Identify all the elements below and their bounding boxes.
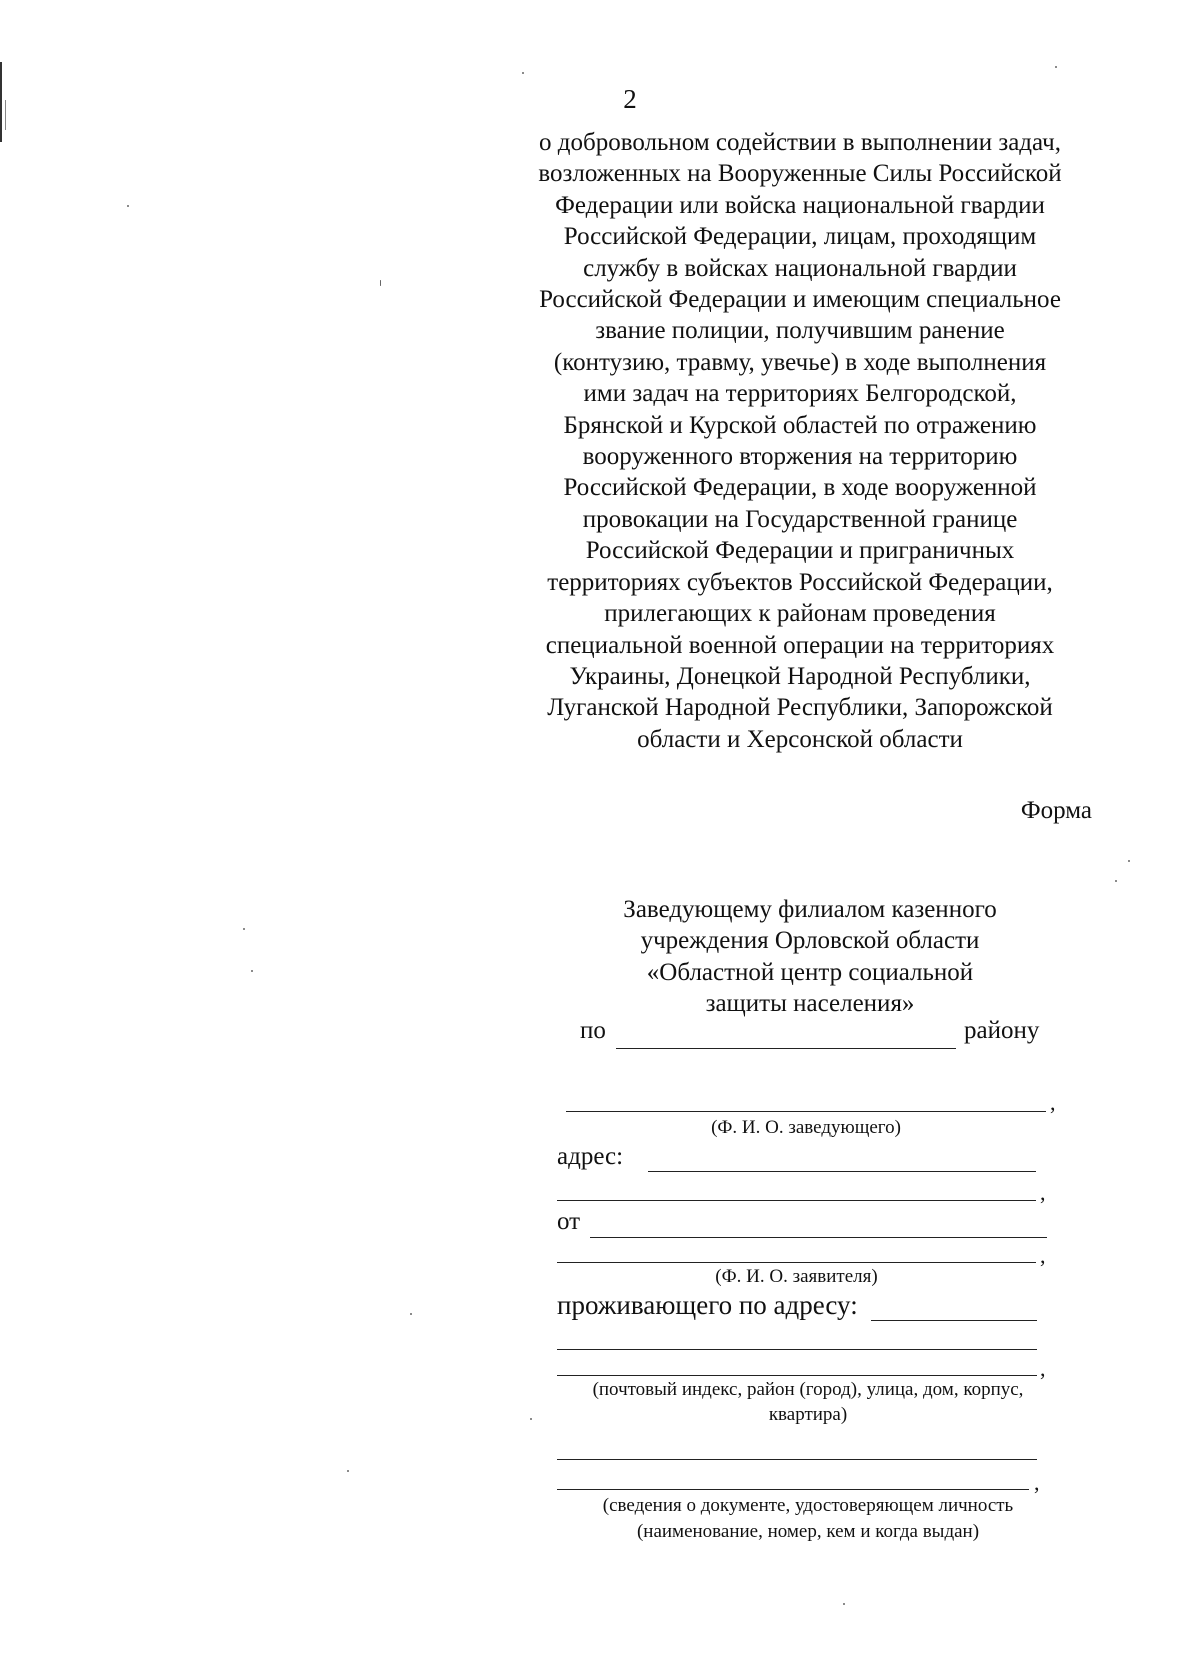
form-label: Форма xyxy=(1020,797,1092,824)
residence-blank-3[interactable] xyxy=(557,1375,1037,1376)
address-label: адрес: xyxy=(557,1143,624,1170)
heading-line: возложенных на Вооруженные Силы Российской xyxy=(538,160,1062,188)
scan-speck xyxy=(251,970,253,972)
address-blank-2[interactable] xyxy=(557,1200,1036,1201)
heading-line: Федерации или войска национальной гвардии xyxy=(555,191,1045,219)
scan-edge-mark-2 xyxy=(5,100,6,130)
addressee-line: учреждения Орловской области xyxy=(640,927,980,955)
scan-speck xyxy=(347,1470,349,1472)
heading-line: Луганской Народной Республики, Запорожской xyxy=(547,694,1053,722)
addressee-line: Заведующему филиалом казенного xyxy=(623,896,997,923)
comma: , xyxy=(1040,1243,1046,1268)
postal-caption-2: квартира) xyxy=(768,1404,848,1425)
scan-speck xyxy=(380,280,381,286)
comma: , xyxy=(1040,1180,1046,1205)
scan-speck xyxy=(1055,66,1057,68)
address-blank-1[interactable] xyxy=(648,1171,1036,1172)
heading-line: Российской Федерации, в ходе вооруженной xyxy=(563,474,1037,502)
scan-speck xyxy=(127,205,129,207)
comma: , xyxy=(1034,1470,1040,1495)
scan-speck xyxy=(530,1418,532,1420)
scan-edge-mark xyxy=(0,62,2,142)
heading-line: (контузию, травму, увечье) в ходе выполнения xyxy=(553,348,1047,376)
addressee-line: защиты населения» xyxy=(705,990,915,1018)
scan-speck xyxy=(243,928,245,930)
page-number: 2 xyxy=(623,84,637,114)
residence-blank-1[interactable] xyxy=(871,1320,1037,1321)
residence-blank-2[interactable] xyxy=(557,1349,1037,1350)
residing-label: проживающего по адресу: xyxy=(557,1290,858,1320)
scan-speck xyxy=(410,1313,412,1315)
heading-line: Российской Федерации и имеющим специальное xyxy=(539,286,1061,314)
heading-line: Брянской и Курской областей по отражению xyxy=(563,411,1037,439)
id-caption-2: (наименование, номер, кем и когда выдан) xyxy=(636,1521,980,1542)
scan-speck xyxy=(843,1603,845,1605)
heading-line: территориях субъектов Российской Федерации, xyxy=(547,568,1053,596)
comma: , xyxy=(1050,1090,1056,1115)
po-label: по xyxy=(580,1017,606,1044)
id-document-blank-2[interactable] xyxy=(557,1489,1029,1490)
scan-speck xyxy=(1128,860,1130,862)
heading-line: о добровольном содействии в выполнении задач, xyxy=(539,129,1061,156)
heading-line: прилегающих к районам проведения xyxy=(604,600,996,628)
head-name-blank[interactable] xyxy=(566,1111,1046,1112)
heading-line: Российской Федерации и приграничных xyxy=(585,537,1015,565)
scan-speck xyxy=(1115,880,1117,882)
applicant-caption: (Ф. И. О. заявителя) xyxy=(715,1266,878,1287)
heading-line: вооруженного вторжения на территорию xyxy=(582,443,1018,471)
id-document-blank-1[interactable] xyxy=(557,1459,1037,1460)
rayonu-label: району xyxy=(964,1017,1040,1044)
heading-line: Российской Федерации, лицам, проходящим xyxy=(563,223,1037,251)
head-name-caption: (Ф. И. О. заведующего) xyxy=(711,1117,901,1138)
id-caption: (сведения о документе, удостоверяющем личность xyxy=(602,1495,1014,1516)
addressee-block xyxy=(575,894,1045,1020)
heading-line: звание полиции, получившим ранение xyxy=(595,317,1005,345)
applicant-blank-2[interactable] xyxy=(557,1262,1036,1263)
heading-line: специальной военной операции на территориях xyxy=(545,631,1055,659)
applicant-blank-1[interactable] xyxy=(590,1237,1047,1238)
comma: , xyxy=(1040,1356,1046,1381)
heading-line: области и Херсонской области xyxy=(637,725,963,753)
district-blank[interactable] xyxy=(616,1048,956,1049)
heading-line: Украины, Донецкой Народной Республики, xyxy=(569,662,1031,690)
scan-speck xyxy=(522,72,524,74)
from-label: от xyxy=(557,1208,581,1235)
postal-caption: (почтовый индекс, район (город), улица, дом, корпус, xyxy=(592,1379,1024,1400)
heading-line: провокации на Государственной границе xyxy=(582,505,1018,533)
addressee-line: «Областной центр социальной xyxy=(646,958,974,986)
document-heading xyxy=(490,127,1110,755)
heading-line: службу в войсках национальной гвардии xyxy=(583,254,1017,282)
heading-line: ими задач на территориях Белгородской, xyxy=(583,380,1017,408)
